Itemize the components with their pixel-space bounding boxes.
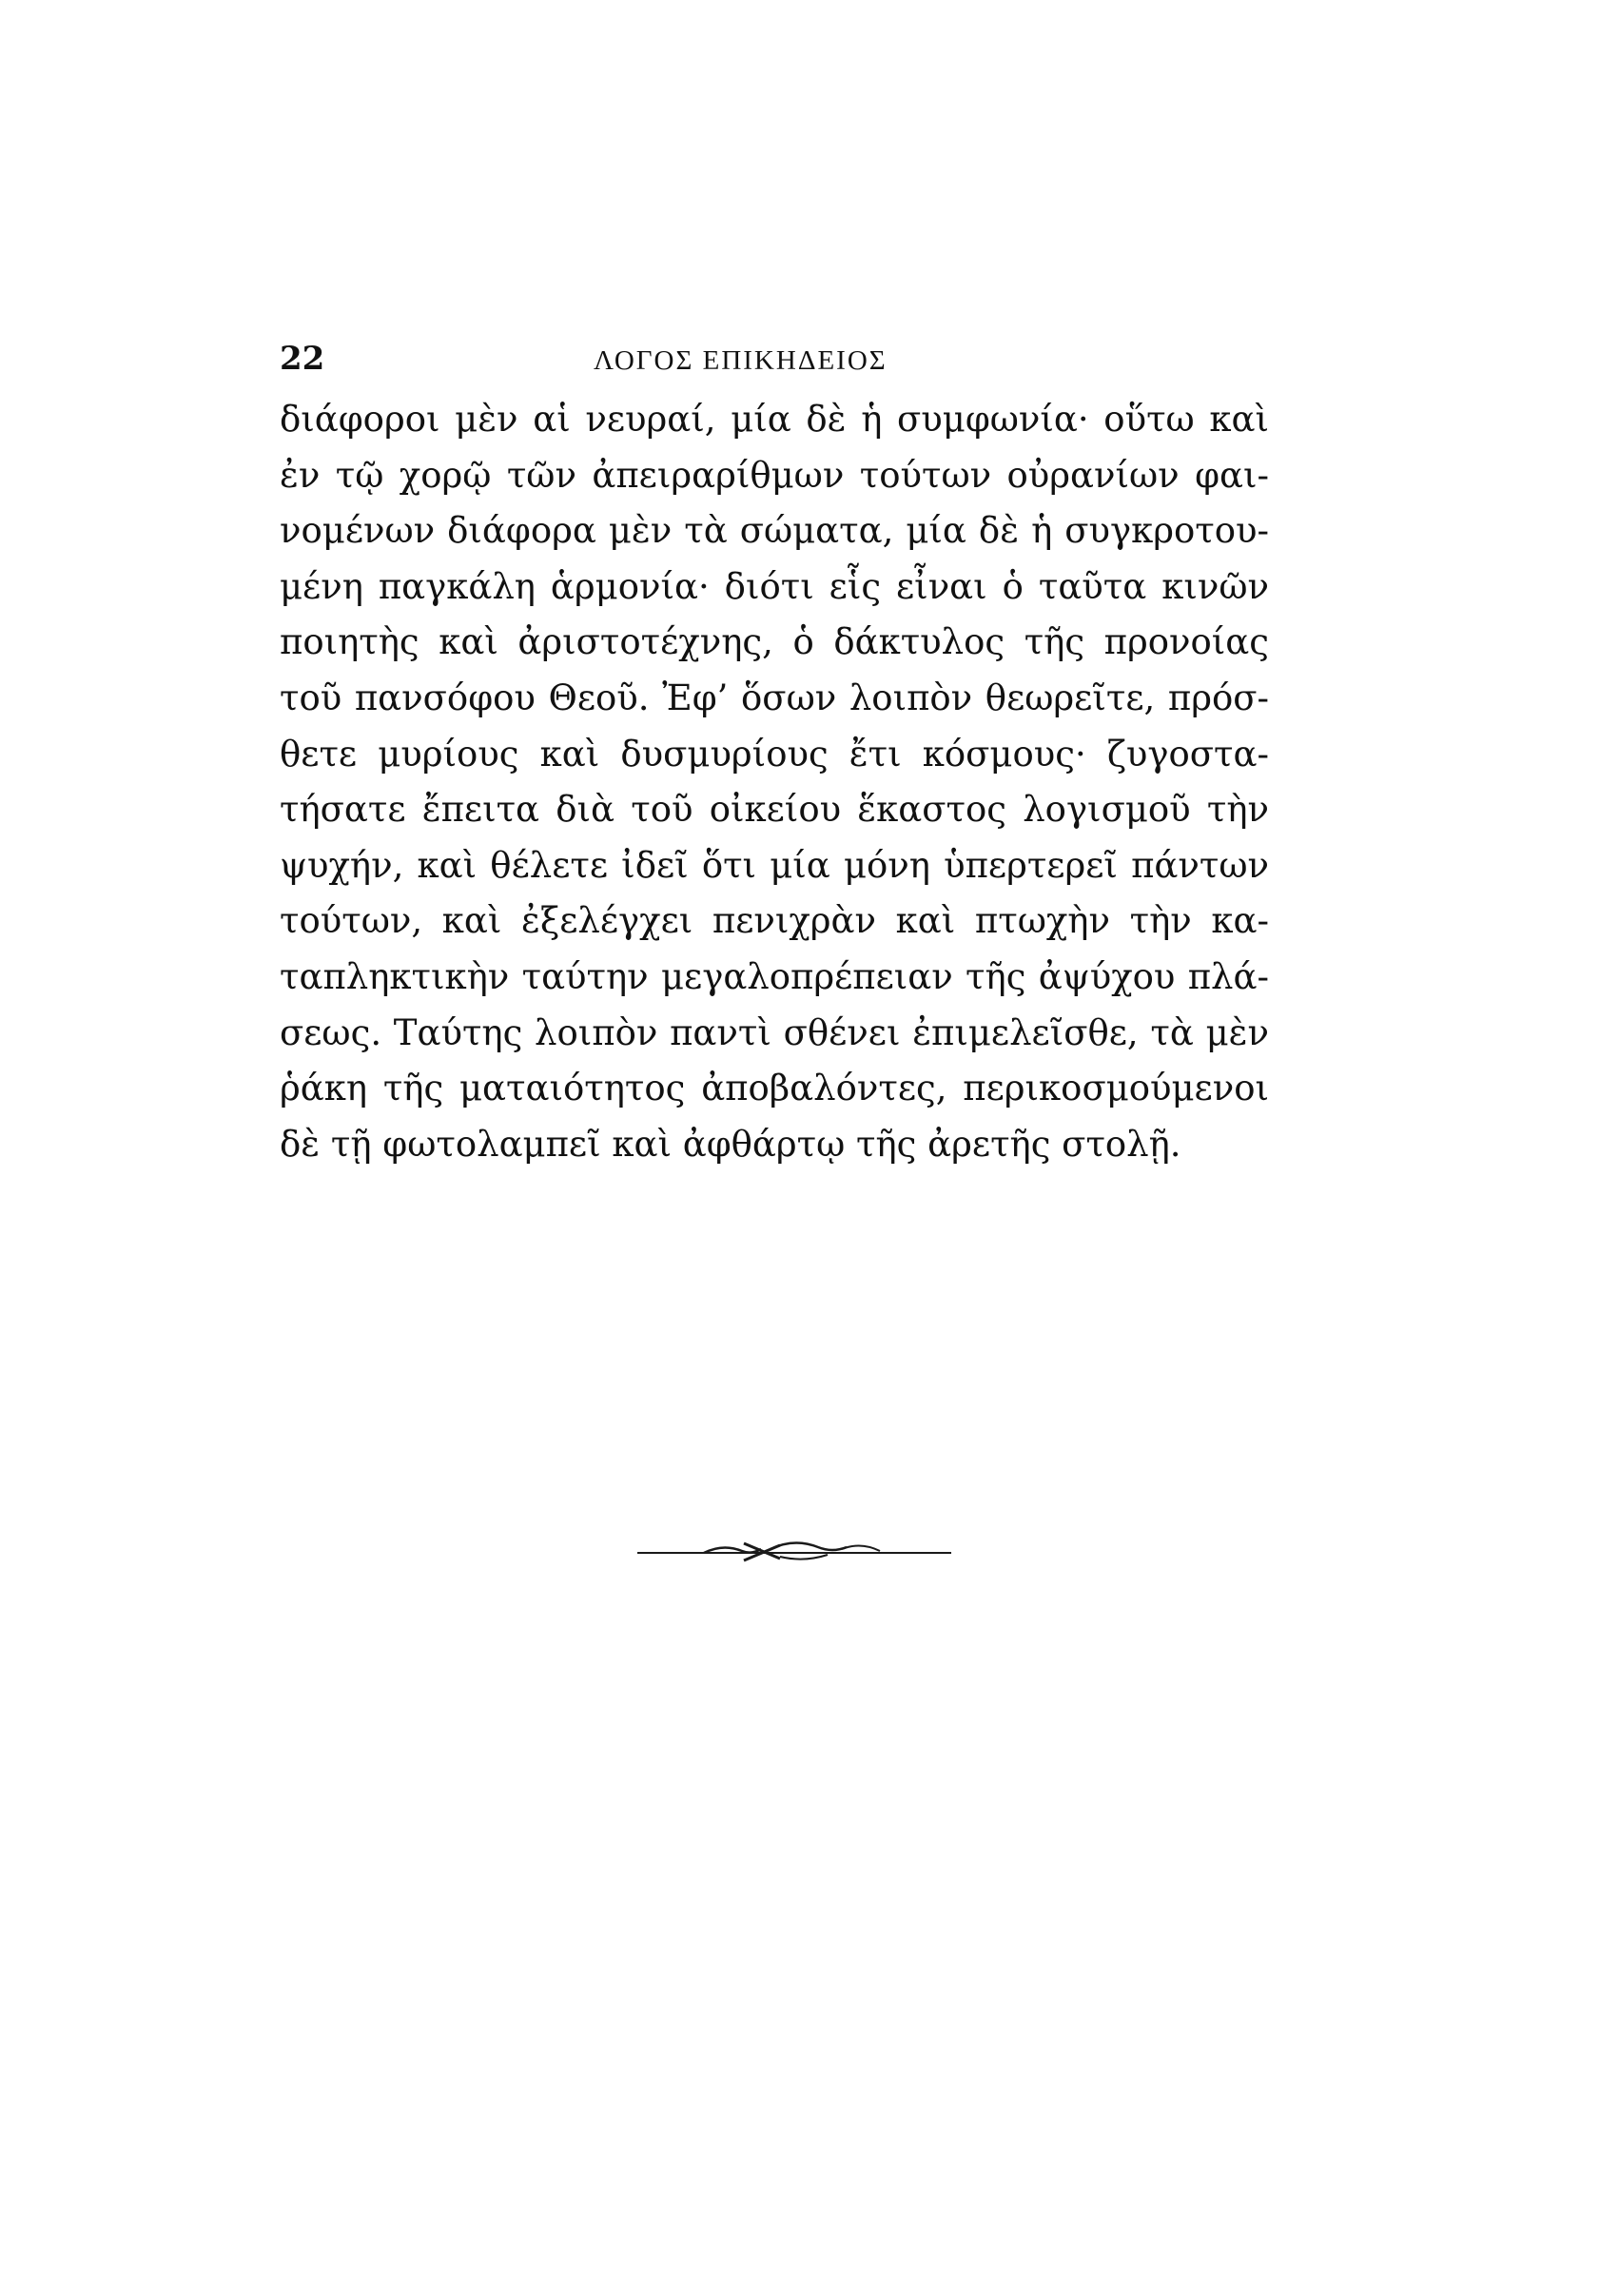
text-line: ἐν τῷ χορῷ τῶν ἀπειραρίθμων τούτων οὐρανίων φαι-: [280, 454, 1269, 496]
text-line: τοῦ πανσόφου Θεοῦ. Ἐφ’ ὅσων λοιπὸν θεωρεῖτε, πρόσ-: [280, 677, 1269, 718]
body-text: [280, 392, 1269, 1172]
text-line: ῥάκη τῆς ματαιότητος ἀποβαλόντες, περικοσμούμενοι: [280, 1068, 1269, 1109]
tailpiece-ornament-icon: [637, 1532, 951, 1570]
text-line: τήσατε ἔπειτα διὰ τοῦ οἰκείου ἕκαστος λογισμοῦ τὴν: [280, 789, 1269, 831]
text-line: ποιητὴς καὶ ἀριστοτέχνης, ὁ δάκτυλος τῆς προνοίας: [280, 621, 1269, 663]
text-line: νομένων διάφορα μὲν τὰ σώματα, μία δὲ ἡ συγκροτου-: [280, 510, 1269, 552]
text-line: δὲ τῇ φωτολαμπεῖ καὶ ἀφθάρτῳ τῆς ἀρετῆς στολῇ.: [280, 1123, 1181, 1165]
running-title: ΛΟΓΟΣ ΕΠΙΚΗΔΕΙΟΣ: [594, 345, 888, 376]
text-line: σεως. Ταύτης λοιπὸν παντὶ σθένει ἐπιμελεῖσθε, τὰ μὲν: [280, 1011, 1269, 1053]
text-line: διάφοροι μὲν αἱ νευραί, μία δὲ ἡ συμφωνία· οὕτω καὶ: [280, 399, 1269, 440]
text-line: θετε μυρίους καὶ δυσμυρίους ἔτι κόσμους· ζυγοστα-: [280, 733, 1269, 775]
text-line: ταπληκτικὴν ταύτην μεγαλοπρέπειαν τῆς ἀψύχου πλά-: [280, 955, 1269, 997]
text-line: τούτων, καὶ ἐξελέγχει πενιχρὰν καὶ πτωχὴν τὴν κα-: [280, 900, 1269, 942]
page-header: [280, 335, 1278, 383]
text-line: μένη παγκάλη ἁρμονία· διότι εἷς εἶναι ὁ ταῦτα κινῶν: [280, 565, 1269, 607]
text-line: ψυχήν, καὶ θέλετε ἰδεῖ ὅτι μία μόνη ὑπερτερεῖ πάντων: [280, 844, 1269, 886]
page-number: 22: [280, 340, 325, 378]
